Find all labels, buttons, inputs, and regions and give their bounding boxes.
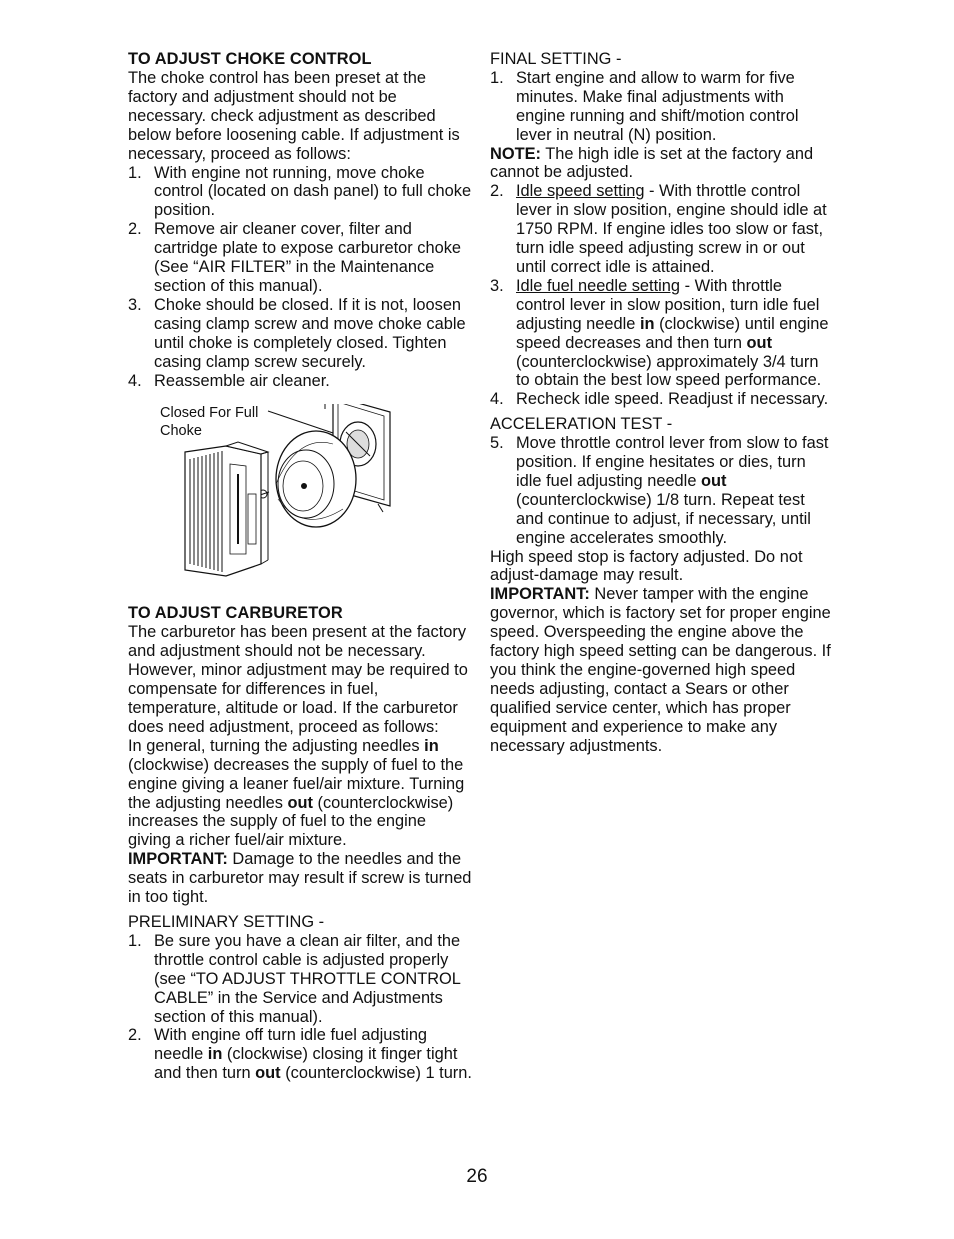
- preliminary-setting-heading: PRELIMINARY SETTING -: [128, 913, 325, 931]
- list-item: 2. Idle speed setting - With throttle control lever in slow position, engine should idle at 1750 RPM. If engine idles too slow or fast, turn idle speed adjusting screw in or out until correct idle is attained.: [490, 182, 827, 276]
- choke-heading: TO ADJUST CHOKE CONTROL: [128, 50, 372, 68]
- figure-caption: Closed For Full Choke: [160, 405, 259, 440]
- final-steps-list-b: [490, 182, 835, 409]
- list-item: 1. Start engine and allow to warm for five minutes. Make final adjustments with engine running and shift/motion control lever in neutral (N) position.: [490, 68, 799, 144]
- list-item: 2. Remove air cleaner cover, filter and cartridge plate to expose carburetor choke (See “AIR FILTER” in the Maintenance section of this manual).: [128, 220, 462, 295]
- page-number: 26: [466, 1166, 488, 1187]
- final-setting-heading: FINAL SETTING -: [490, 50, 622, 68]
- important-governor-note: IMPORTANT: Never tamper with the engine governor, which is factory set for proper engine speed. Overspeeding the engine above the factory high speed setting can be dangerous. If you think the engine-governed high speed needs adjusting, contact a Sears or other qualified service center, which has proper equipment and experience to make any necessary adjustments.: [490, 585, 831, 755]
- air-cleaner-figure: [128, 404, 473, 604]
- list-item: 1. Be sure you have a clean air filter, and the throttle control cable is adjusted properly (see “TO ADJUST THROTTLE CONTROL CABLE” in the Service and Adjustments section of this manual).: [128, 931, 461, 1026]
- list-item: 5. Move throttle control lever from slow to fast position. If engine hesitates or dies, turn idle fuel adjusting needle out (counterclockwise) 1/8 turn. Repeat test and continue to adjust, if necessary, until engine accelerates smoothly.: [490, 434, 829, 547]
- list-item: 3. Idle fuel needle setting - With throttle control lever in slow position, turn idle fuel adjusting needle in (clockwise) until engine speed decreases and then turn out (counterclockwise) approximately 3/4 turn to obtain the best low speed performance.: [490, 276, 829, 390]
- acceleration-steps-list: [490, 434, 835, 547]
- carburetor-general: In general, turning the adjusting needles in (clockwise) decreases the supply of fuel to the engine giving a leaner fuel/air mixture. Turning the adjusting needles out (counterclockwise) increases the supply of fuel to the engine giving a richer fuel/air mixture.: [128, 736, 465, 850]
- list-item: 3. Choke should be closed. If it is not, loosen casing clamp screw and move choke cable until choke is completely closed. Tighten casing clamp screw securely.: [128, 295, 466, 371]
- list-item: 4. Reassemble air cleaner.: [128, 371, 330, 390]
- left-column: [128, 50, 473, 1083]
- carburetor-heading: TO ADJUST CARBURETOR: [128, 604, 343, 623]
- high-idle-note: NOTE: The high idle is set at the factory and cannot be adjusted.: [490, 144, 814, 182]
- preliminary-steps-list: [128, 932, 473, 1083]
- list-item: 4. Recheck idle speed. Readjust if necessary.: [490, 390, 829, 409]
- list-item: 2. With engine off turn idle fuel adjusting needle in (clockwise) closing it finger tight and then turn out (counterclockwise) 1 turn.: [128, 1026, 472, 1083]
- high-speed-stop-text: High speed stop is factory adjusted. Do not adjust-damage may result.: [490, 547, 803, 585]
- acceleration-test-heading: ACCELERATION TEST -: [490, 415, 673, 434]
- choke-intro: The choke control has been preset at the factory and adjustment should not be necessary. check adjustment as described below before loosening cable. If adjustment is necessary, proceed as follows:: [128, 69, 460, 163]
- list-item: 1. With engine not running, move choke control (located on dash panel) to full choke position.: [128, 163, 472, 220]
- carburetor-intro: The carburetor has been present at the factory and adjustment should not be necessary. However, minor adjustment may be required to compensate for differences in fuel, temperature, altitude or load. If the carburetor does need adjustment, proceed as follows:: [128, 623, 468, 736]
- final-steps-list-a: [490, 69, 835, 145]
- important-needles-note: IMPORTANT: Damage to the needles and the seats in carburetor may result if screw is turned in too tight.: [128, 850, 472, 907]
- right-column: [490, 50, 835, 756]
- choke-steps-list: [128, 164, 473, 391]
